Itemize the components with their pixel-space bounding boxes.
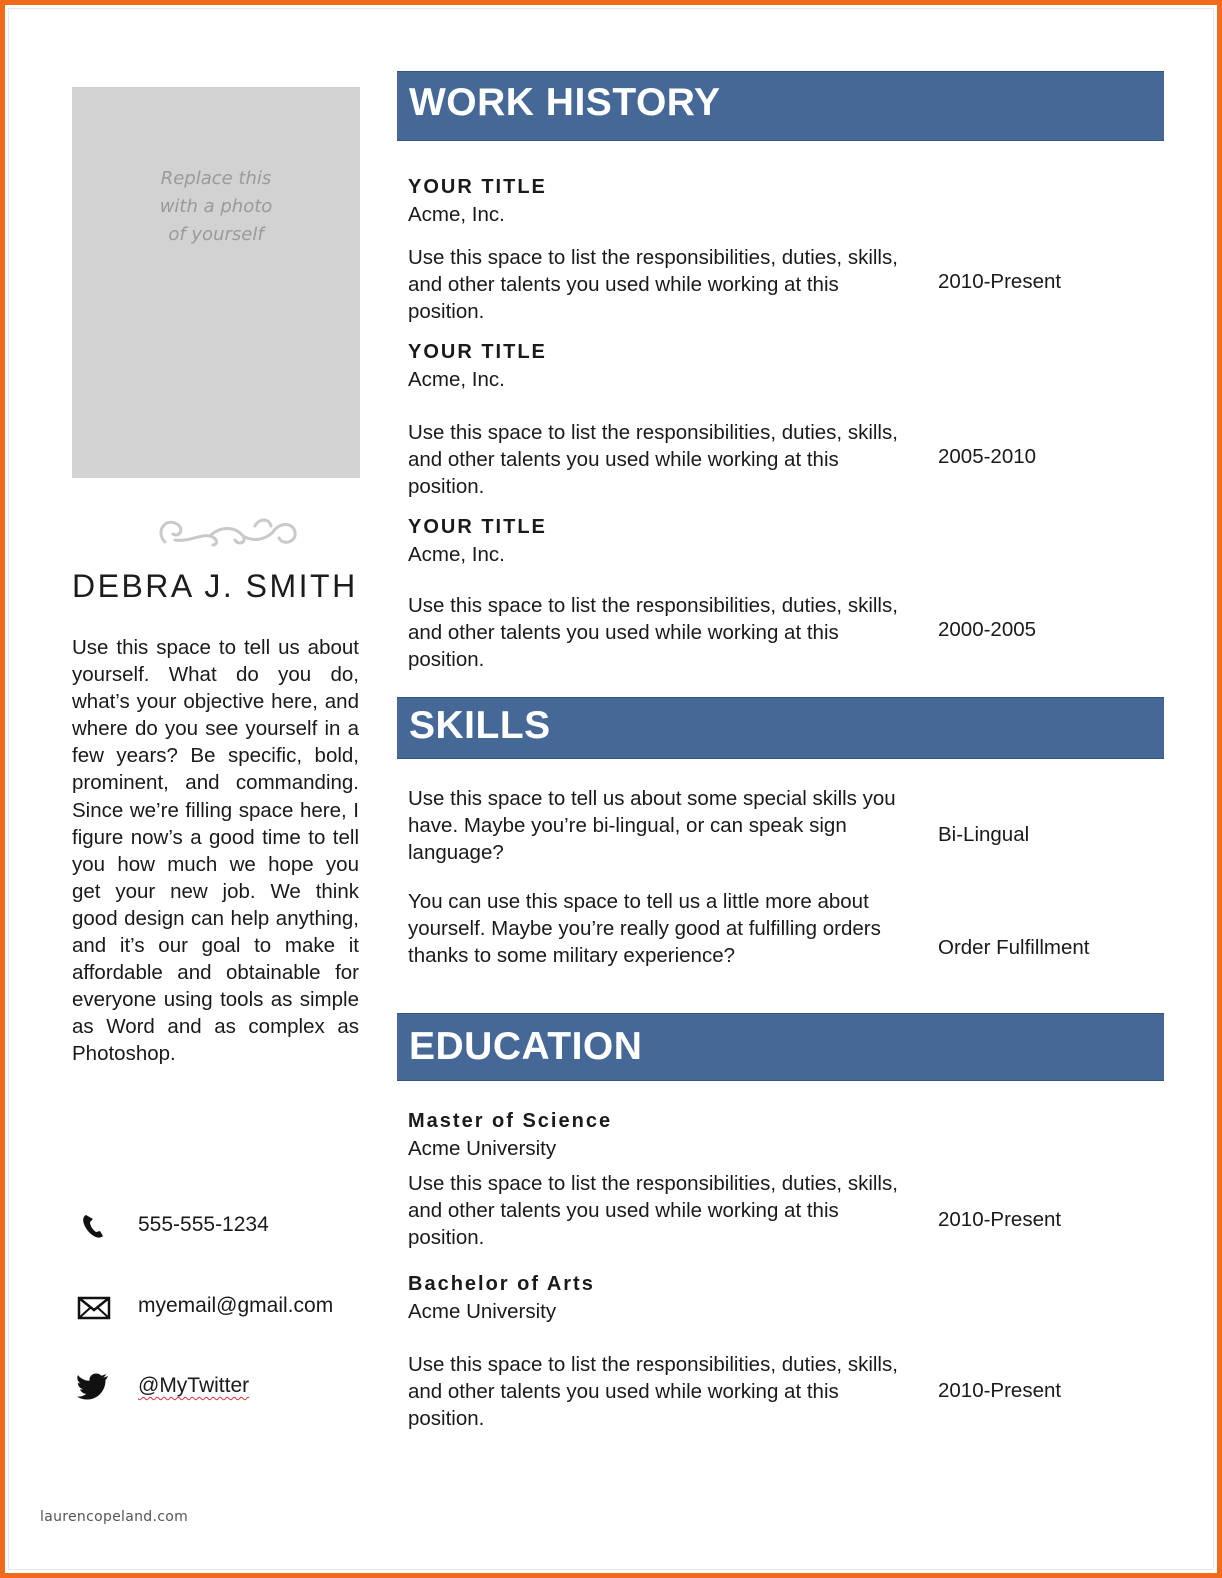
contact-phone[interactable]: 555-555-1234 <box>138 1213 269 1236</box>
work-entry-2-desc: Use this space to list the responsibilities, duties, skills, and other talents you used while working at this position. <box>408 421 898 498</box>
edu-entry-1-date: 2010-Present <box>938 1208 1062 1231</box>
work-entry-3-date: 2000-2005 <box>938 618 1037 641</box>
contact-email-row <box>72 1288 372 1328</box>
edu-entry-2-desc: Use this space to list the responsibilities, duties, skills, and other talents you used while working at this position. <box>408 1353 898 1430</box>
skills-header <box>397 697 1164 759</box>
profile-name: DEBRA J. SMITH <box>72 568 358 604</box>
contact-twitter[interactable]: @MyTwitter <box>138 1374 250 1397</box>
email-icon <box>76 1288 112 1324</box>
footer-credit: laurencopeland.com <box>40 1509 189 1525</box>
education-header <box>397 1013 1164 1081</box>
skill-entry-1-desc: Use this space to tell us about some special skills you have. Maybe you’re bi-lingual, or can speak sign language? <box>408 787 896 864</box>
photo-placeholder[interactable] <box>72 87 360 478</box>
work-entry-3-desc: Use this space to list the responsibilities, duties, skills, and other talents you used while working at this position. <box>408 594 898 671</box>
education-heading: EDUCATION <box>409 1025 643 1068</box>
edu-entry-2-org: Acme University <box>408 1300 557 1323</box>
edu-entry-1-title: Master of Science <box>408 1110 613 1132</box>
contact-twitter-row <box>72 1368 372 1408</box>
ornament-flourish-icon <box>155 512 300 552</box>
work-entry-2-org: Acme, Inc. <box>408 368 505 391</box>
work-entry-1-date: 2010-Present <box>938 270 1062 293</box>
skill-entry-2-desc: You can use this space to tell us a little more about yourself. Maybe you’re really good at fulfilling orders thanks to some military experience? <box>408 890 881 967</box>
work-history-heading: WORK HISTORY <box>409 81 721 124</box>
edu-entry-2-date: 2010-Present <box>938 1379 1062 1402</box>
edu-entry-2-title: Bachelor of Arts <box>408 1273 595 1295</box>
contact-email[interactable]: myemail@gmail.com <box>138 1294 334 1317</box>
edu-entry-1-org: Acme University <box>408 1137 557 1160</box>
work-entry-2-date: 2005-2010 <box>938 445 1037 468</box>
work-history-header <box>397 71 1164 141</box>
work-entry-1-org: Acme, Inc. <box>408 203 505 226</box>
contact-phone-row <box>72 1207 372 1247</box>
skill-entry-1-label: Bi-Lingual <box>938 823 1030 846</box>
skill-entry-2-label: Order Fulfillment <box>938 936 1090 959</box>
twitter-bird-icon <box>76 1368 112 1404</box>
profile-bio: Use this space to tell us about yourself. What do you do, what’s your objective here, and where do you see yourself in a few years? Be specific, bold, prominent, and commanding. Since we’re filling space here, I figure now’s a good time to tell you how much we hope you get your new job. We think good design can help anything, and it’s our goal to make it affordable and obtainable for everyone using tools as simple as Word and as complex as Photoshop. <box>72 636 359 1066</box>
photo-placeholder-text: Replace this with a photo of yourself <box>159 168 273 245</box>
work-entry-3-title: YOUR TITLE <box>408 516 547 538</box>
work-entry-3-org: Acme, Inc. <box>408 543 505 566</box>
work-entry-2-title: YOUR TITLE <box>408 341 547 363</box>
work-entry-1-desc: Use this space to list the responsibilities, duties, skills, and other talents you used while working at this position. <box>408 246 898 323</box>
edu-entry-1-desc: Use this space to list the responsibilities, duties, skills, and other talents you used while working at this position. <box>408 1172 898 1249</box>
phone-icon <box>76 1207 112 1243</box>
work-entry-1-title: YOUR TITLE <box>408 176 547 198</box>
skills-heading: SKILLS <box>409 704 551 747</box>
